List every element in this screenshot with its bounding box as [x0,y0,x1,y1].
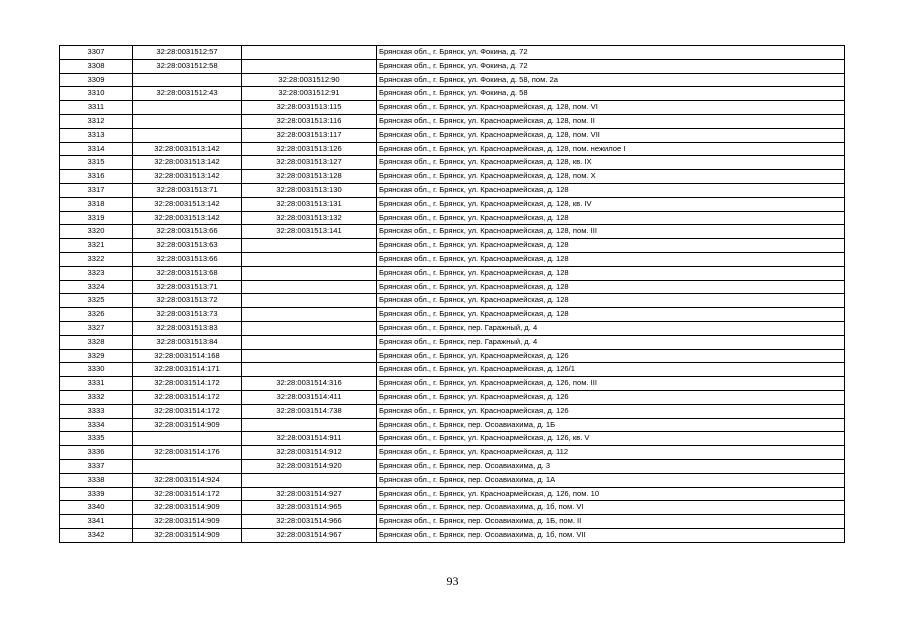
old-cadastral-number-cell [133,459,242,473]
row-number-cell: 3313 [60,128,133,142]
table-row [60,335,845,349]
row-number-cell: 3307 [60,46,133,60]
old-cadastral-number-cell: 32:28:0031514:171 [133,363,242,377]
new-cadastral-number-cell [242,335,377,349]
table-row [60,294,845,308]
new-cadastral-number-cell [242,266,377,280]
address-cell: Брянская обл., г. Брянск, ул. Красноармейская, д. 128 [377,211,845,225]
address-cell: Брянская обл., г. Брянск, ул. Красноармейская, д. 126, кв. V [377,432,845,446]
old-cadastral-number-cell [133,114,242,128]
new-cadastral-number-cell: 32:28:0031513:127 [242,156,377,170]
table-row [60,46,845,60]
address-cell: Брянская обл., г. Брянск, ул. Красноармейская, д. 128 [377,280,845,294]
row-number-cell: 3337 [60,459,133,473]
table-row [60,390,845,404]
address-cell: Брянская обл., г. Брянск, ул. Красноармейская, д. 128, пом. X [377,170,845,184]
old-cadastral-number-cell: 32:28:0031513:66 [133,225,242,239]
row-number-cell: 3315 [60,156,133,170]
table-row [60,377,845,391]
table-row [60,528,845,542]
row-number-cell: 3328 [60,335,133,349]
new-cadastral-number-cell: 32:28:0031514:912 [242,446,377,460]
old-cadastral-number-cell: 32:28:0031513:142 [133,170,242,184]
old-cadastral-number-cell [133,73,242,87]
old-cadastral-number-cell: 32:28:0031514:172 [133,487,242,501]
table-row [60,114,845,128]
address-cell: Брянская обл., г. Брянск, пер. Гаражный, д. 4 [377,335,845,349]
table-row [60,363,845,377]
new-cadastral-number-cell: 32:28:0031514:920 [242,459,377,473]
new-cadastral-number-cell [242,418,377,432]
new-cadastral-number-cell: 32:28:0031514:967 [242,528,377,542]
address-cell: Брянская обл., г. Брянск, ул. Красноармейская, д. 128 [377,183,845,197]
row-number-cell: 3334 [60,418,133,432]
old-cadastral-number-cell: 32:28:0031512:57 [133,46,242,60]
address-cell: Брянская обл., г. Брянск, ул. Красноармейская, д. 128, пом. VI [377,101,845,115]
old-cadastral-number-cell: 32:28:0031513:73 [133,308,242,322]
table-row [60,183,845,197]
row-number-cell: 3314 [60,142,133,156]
old-cadastral-number-cell: 32:28:0031513:142 [133,197,242,211]
old-cadastral-number-cell: 32:28:0031513:84 [133,335,242,349]
row-number-cell: 3325 [60,294,133,308]
row-number-cell: 3336 [60,446,133,460]
table-row [60,225,845,239]
address-cell: Брянская обл., г. Брянск, ул. Красноармейская, д. 126, пом. III [377,377,845,391]
old-cadastral-number-cell: 32:28:0031514:168 [133,349,242,363]
new-cadastral-number-cell [242,59,377,73]
old-cadastral-number-cell: 32:28:0031513:68 [133,266,242,280]
old-cadastral-number-cell: 32:28:0031513:142 [133,142,242,156]
table-row [60,501,845,515]
new-cadastral-number-cell [242,363,377,377]
address-cell: Брянская обл., г. Брянск, пер. Гаражный, д. 4 [377,321,845,335]
row-number-cell: 3323 [60,266,133,280]
address-cell: Брянская обл., г. Брянск, ул. Красноармейская, д. 128 [377,308,845,322]
address-cell: Брянская обл., г. Брянск, ул. Фокина, д. 72 [377,59,845,73]
row-number-cell: 3319 [60,211,133,225]
address-cell: Брянская обл., г. Брянск, ул. Фокина, д. 72 [377,46,845,60]
address-cell: Брянская обл., г. Брянск, пер. Осоавиахима, д. 1Б, пом. II [377,515,845,529]
address-cell: Брянская обл., г. Брянск, ул. Красноармейская, д. 128, пом. III [377,225,845,239]
row-number-cell: 3322 [60,252,133,266]
row-number-cell: 3331 [60,377,133,391]
new-cadastral-number-cell: 32:28:0031513:126 [242,142,377,156]
new-cadastral-number-cell: 32:28:0031513:115 [242,101,377,115]
old-cadastral-number-cell: 32:28:0031513:71 [133,280,242,294]
registry-table [59,45,845,543]
new-cadastral-number-cell: 32:28:0031513:141 [242,225,377,239]
address-cell: Брянская обл., г. Брянск, ул. Красноармейская, д. 126 [377,349,845,363]
new-cadastral-number-cell [242,46,377,60]
address-cell: Брянская обл., г. Брянск, ул. Красноармейская, д. 126 [377,404,845,418]
row-number-cell: 3330 [60,363,133,377]
page-number: 93 [446,574,459,588]
new-cadastral-number-cell [242,308,377,322]
table-row [60,404,845,418]
row-number-cell: 3327 [60,321,133,335]
old-cadastral-number-cell: 32:28:0031514:924 [133,473,242,487]
table-row [60,59,845,73]
row-number-cell: 3324 [60,280,133,294]
old-cadastral-number-cell: 32:28:0031513:71 [133,183,242,197]
table-row [60,446,845,460]
new-cadastral-number-cell: 32:28:0031514:911 [242,432,377,446]
old-cadastral-number-cell: 32:28:0031513:142 [133,156,242,170]
row-number-cell: 3309 [60,73,133,87]
address-cell: Брянская обл., г. Брянск, ул. Фокина, д. 58, пом. 2а [377,73,845,87]
table-row [60,101,845,115]
row-number-cell: 3308 [60,59,133,73]
table-row [60,156,845,170]
row-number-cell: 3329 [60,349,133,363]
row-number-cell: 3326 [60,308,133,322]
row-number-cell: 3340 [60,501,133,515]
address-cell: Брянская обл., г. Брянск, пер. Осоавиахима, д. 1Б [377,418,845,432]
table-row [60,197,845,211]
new-cadastral-number-cell: 32:28:0031513:116 [242,114,377,128]
new-cadastral-number-cell [242,252,377,266]
row-number-cell: 3332 [60,390,133,404]
address-cell: Брянская обл., г. Брянск, ул. Красноармейская, д. 128, пом. нежилое I [377,142,845,156]
new-cadastral-number-cell: 32:28:0031513:128 [242,170,377,184]
row-number-cell: 3320 [60,225,133,239]
address-cell: Брянская обл., г. Брянск, пер. Осоавиахима, д. 1б, пом. VII [377,528,845,542]
new-cadastral-number-cell [242,294,377,308]
row-number-cell: 3316 [60,170,133,184]
new-cadastral-number-cell [242,473,377,487]
row-number-cell: 3342 [60,528,133,542]
old-cadastral-number-cell: 32:28:0031513:66 [133,252,242,266]
address-cell: Брянская обл., г. Брянск, ул. Фокина, д. 58 [377,87,845,101]
old-cadastral-number-cell: 32:28:0031514:176 [133,446,242,460]
table-row [60,280,845,294]
address-cell: Брянская обл., г. Брянск, ул. Красноармейская, д. 128, кв. IV [377,197,845,211]
table-row [60,473,845,487]
address-cell: Брянская обл., г. Брянск, ул. Красноармейская, д. 128, пом. II [377,114,845,128]
old-cadastral-number-cell: 32:28:0031514:172 [133,377,242,391]
row-number-cell: 3338 [60,473,133,487]
row-number-cell: 3333 [60,404,133,418]
new-cadastral-number-cell [242,321,377,335]
table-row [60,459,845,473]
registry-table-body [60,46,845,543]
address-cell: Брянская обл., г. Брянск, ул. Красноармейская, д. 128 [377,294,845,308]
address-cell: Брянская обл., г. Брянск, ул. Красноармейская, д. 112 [377,446,845,460]
new-cadastral-number-cell [242,239,377,253]
table-row [60,211,845,225]
address-cell: Брянская обл., г. Брянск, ул. Красноармейская, д. 126 [377,390,845,404]
old-cadastral-number-cell: 32:28:0031513:83 [133,321,242,335]
old-cadastral-number-cell: 32:28:0031512:43 [133,87,242,101]
old-cadastral-number-cell: 32:28:0031514:909 [133,515,242,529]
table-row [60,73,845,87]
table-row [60,321,845,335]
table-row [60,266,845,280]
table-row [60,239,845,253]
row-number-cell: 3339 [60,487,133,501]
table-row [60,432,845,446]
old-cadastral-number-cell: 32:28:0031512:58 [133,59,242,73]
old-cadastral-number-cell [133,128,242,142]
old-cadastral-number-cell: 32:28:0031514:172 [133,390,242,404]
old-cadastral-number-cell: 32:28:0031513:72 [133,294,242,308]
new-cadastral-number-cell: 32:28:0031513:132 [242,211,377,225]
address-cell: Брянская обл., г. Брянск, ул. Красноармейская, д. 126/1 [377,363,845,377]
old-cadastral-number-cell: 32:28:0031513:142 [133,211,242,225]
address-cell: Брянская обл., г. Брянск, пер. Осоавиахима, д. 1б, пом. VI [377,501,845,515]
address-cell: Брянская обл., г. Брянск, ул. Красноармейская, д. 128 [377,252,845,266]
new-cadastral-number-cell: 32:28:0031512:90 [242,73,377,87]
new-cadastral-number-cell: 32:28:0031513:131 [242,197,377,211]
table-row [60,418,845,432]
table-row [60,515,845,529]
new-cadastral-number-cell: 32:28:0031513:130 [242,183,377,197]
row-number-cell: 3312 [60,114,133,128]
address-cell: Брянская обл., г. Брянск, ул. Красноармейская, д. 128, кв. IX [377,156,845,170]
row-number-cell: 3341 [60,515,133,529]
row-number-cell: 3310 [60,87,133,101]
row-number-cell: 3321 [60,239,133,253]
row-number-cell: 3335 [60,432,133,446]
address-cell: Брянская обл., г. Брянск, ул. Красноармейская, д. 126, пом. 10 [377,487,845,501]
old-cadastral-number-cell [133,432,242,446]
table-row [60,128,845,142]
table-row [60,487,845,501]
address-cell: Брянская обл., г. Брянск, ул. Красноармейская, д. 128 [377,239,845,253]
new-cadastral-number-cell: 32:28:0031514:411 [242,390,377,404]
old-cadastral-number-cell: 32:28:0031514:909 [133,501,242,515]
table-row [60,349,845,363]
address-cell: Брянская обл., г. Брянск, ул. Красноармейская, д. 128 [377,266,845,280]
table-row [60,170,845,184]
old-cadastral-number-cell [133,101,242,115]
new-cadastral-number-cell: 32:28:0031514:966 [242,515,377,529]
new-cadastral-number-cell: 32:28:0031514:927 [242,487,377,501]
new-cadastral-number-cell: 32:28:0031514:316 [242,377,377,391]
old-cadastral-number-cell: 32:28:0031514:909 [133,418,242,432]
address-cell: Брянская обл., г. Брянск, пер. Осоавиахима, д. 1А [377,473,845,487]
table-row [60,308,845,322]
table-row [60,87,845,101]
new-cadastral-number-cell: 32:28:0031514:965 [242,501,377,515]
row-number-cell: 3318 [60,197,133,211]
row-number-cell: 3317 [60,183,133,197]
table-row [60,142,845,156]
new-cadastral-number-cell [242,349,377,363]
address-cell: Брянская обл., г. Брянск, пер. Осоавиахима, д. 3 [377,459,845,473]
table-row [60,252,845,266]
row-number-cell: 3311 [60,101,133,115]
address-cell: Брянская обл., г. Брянск, ул. Красноармейская, д. 128, пом. VII [377,128,845,142]
new-cadastral-number-cell [242,280,377,294]
new-cadastral-number-cell: 32:28:0031513:117 [242,128,377,142]
new-cadastral-number-cell: 32:28:0031512:91 [242,87,377,101]
new-cadastral-number-cell: 32:28:0031514:738 [242,404,377,418]
old-cadastral-number-cell: 32:28:0031514:909 [133,528,242,542]
old-cadastral-number-cell: 32:28:0031513:63 [133,239,242,253]
old-cadastral-number-cell: 32:28:0031514:172 [133,404,242,418]
